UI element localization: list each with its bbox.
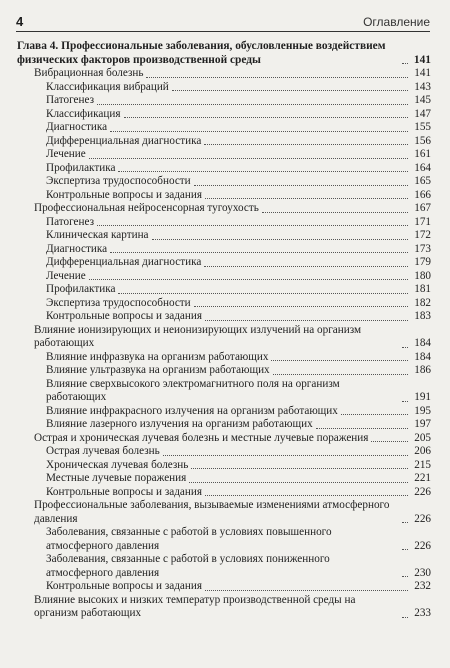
entry-title: Профилактика xyxy=(46,283,116,296)
dot-leader xyxy=(205,320,408,321)
dot-leader xyxy=(271,360,408,361)
entry-title: Диагностика xyxy=(46,121,108,134)
running-title: Оглавление xyxy=(363,15,430,29)
chapter-page: 141 xyxy=(413,53,431,66)
toc-subsection-entry[interactable] xyxy=(17,189,431,203)
page-number: 4 xyxy=(16,14,24,29)
entry-title: Лечение xyxy=(46,269,86,282)
entry-page-number: 186 xyxy=(414,364,431,377)
toc-subsection-entry[interactable] xyxy=(17,445,431,459)
dot-leader xyxy=(110,252,408,253)
toc-subsection-entry[interactable] xyxy=(17,81,431,95)
entry-page-number: 172 xyxy=(414,229,431,242)
entry-page-number: 147 xyxy=(414,107,431,120)
entry-page-number: 184 xyxy=(414,337,431,350)
entry-title: Влияние ультразвука на организм работающих xyxy=(46,364,270,377)
entry-title: Лечение xyxy=(46,148,86,161)
entry-page-number: 226 xyxy=(414,512,431,525)
entry-title: Классификация xyxy=(46,107,121,120)
entry-title: Влияние инфракрасного излучения на организм работающих xyxy=(46,404,338,417)
toc-subsection-entry[interactable] xyxy=(17,256,431,270)
entry-title: Диагностика xyxy=(46,242,108,255)
dot-leader xyxy=(191,468,408,469)
toc-subsection-entry[interactable] xyxy=(17,553,431,580)
entry-title: Хроническая лучевая болезнь xyxy=(46,458,189,471)
entry-page-number: 205 xyxy=(414,431,431,444)
dot-leader xyxy=(205,495,408,496)
entry-title: Заболевания, связанные с работой в условиях повышенного атмосферного давления xyxy=(46,526,332,552)
dot-leader xyxy=(262,212,408,213)
entry-page-number: 197 xyxy=(414,418,431,431)
entry-title: Вибрационная болезнь xyxy=(34,67,144,80)
entry-title: Дифференциальная диагностика xyxy=(46,256,202,269)
toc-subsection-entry[interactable] xyxy=(17,243,431,257)
entry-title: Влияние сверхвысокого электромагнитного поля на организм работающих xyxy=(46,377,340,404)
dot-leader xyxy=(110,131,408,132)
entry-page-number: 183 xyxy=(414,310,431,323)
dot-leader xyxy=(402,576,408,577)
dot-leader xyxy=(118,293,408,294)
entry-page-number: 179 xyxy=(414,256,431,269)
entry-title: Экспертиза трудоспособности xyxy=(46,175,191,188)
toc-subsection-entry[interactable] xyxy=(17,148,431,162)
entry-title: Клиническая картина xyxy=(46,229,149,242)
dot-leader xyxy=(402,549,408,550)
entry-page-number: 156 xyxy=(414,134,431,147)
entry-title: Контрольные вопросы и задания xyxy=(46,310,202,323)
dot-leader xyxy=(118,171,408,172)
entry-page-number: 155 xyxy=(414,121,431,134)
toc-subsection-entry[interactable] xyxy=(17,162,431,176)
dot-leader xyxy=(205,590,408,591)
entry-page-number: 167 xyxy=(414,202,431,215)
dot-leader xyxy=(97,104,408,105)
entry-title: Дифференциальная диагностика xyxy=(46,134,202,147)
entry-page-number: 145 xyxy=(414,94,431,107)
dot-leader xyxy=(194,306,408,307)
toc-subsection-entry[interactable] xyxy=(17,580,431,594)
entry-title: Заболевания, связанные с работой в условиях пониженного атмосферного давления xyxy=(46,553,330,579)
toc-subsection-entry[interactable] xyxy=(17,364,431,378)
entry-page-number: 226 xyxy=(414,485,431,498)
entry-title: Профессиональные заболевания, вызываемые изменениями атмосферного давления xyxy=(34,499,390,525)
toc-subsection-entry[interactable] xyxy=(17,310,431,324)
entry-title: Патогенез xyxy=(46,215,95,228)
entry-title: Влияние лазерного излучения на организм работающих xyxy=(46,418,313,431)
toc-subsection-entry[interactable] xyxy=(17,270,431,284)
entry-page-number: 191 xyxy=(414,391,431,404)
dot-leader xyxy=(89,279,408,280)
entry-page-number: 165 xyxy=(414,175,431,188)
toc-subsection-entry[interactable] xyxy=(17,486,431,500)
toc-subsection-entry[interactable] xyxy=(17,216,431,230)
toc-subsection-entry[interactable] xyxy=(17,418,431,432)
dot-leader xyxy=(341,414,408,415)
entry-title: Классификация вибраций xyxy=(46,80,169,93)
entry-page-number: 182 xyxy=(414,296,431,309)
toc-subsection-entry[interactable] xyxy=(17,526,431,553)
entry-page-number: 143 xyxy=(414,80,431,93)
dot-leader xyxy=(163,455,408,456)
entry-title: Профессиональная нейросенсорная тугоухость xyxy=(34,202,259,215)
toc-subsection-entry[interactable] xyxy=(17,135,431,149)
entry-page-number: 215 xyxy=(414,458,431,471)
page-header xyxy=(16,9,430,29)
dot-leader xyxy=(402,63,408,64)
toc-section-entry[interactable] xyxy=(17,202,431,216)
toc-subsection-entry[interactable] xyxy=(17,378,431,405)
entry-title: Острая и хроническая лучевая болезнь и местные лучевые поражения xyxy=(34,431,369,444)
toc-section-entry[interactable] xyxy=(17,432,431,446)
toc-section-entry[interactable] xyxy=(17,594,431,621)
table-of-contents xyxy=(17,40,431,621)
entry-page-number: 161 xyxy=(414,148,431,161)
toc-subsection-entry[interactable] xyxy=(17,405,431,419)
entry-page-number: 164 xyxy=(414,161,431,174)
entry-page-number: 173 xyxy=(414,242,431,255)
toc-section-entry[interactable] xyxy=(17,499,431,526)
dot-leader xyxy=(146,77,408,78)
entry-title: Экспертиза трудоспособности xyxy=(46,296,191,309)
dot-leader xyxy=(371,441,408,442)
chapter-heading[interactable] xyxy=(17,40,431,67)
dot-leader xyxy=(204,266,408,267)
toc-subsection-entry[interactable] xyxy=(17,175,431,189)
entry-page-number: 221 xyxy=(414,472,431,485)
entry-title: Влияние инфразвука на организм работающих xyxy=(46,350,269,363)
dot-leader xyxy=(124,117,408,118)
chapter-title: Глава 4. Профессиональные заболевания, обусловленные воздействием физических факторов производственной среды xyxy=(17,40,386,66)
dot-leader xyxy=(152,239,408,240)
dot-leader xyxy=(172,90,408,91)
entry-page-number: 195 xyxy=(414,404,431,417)
dot-leader xyxy=(204,144,408,145)
entry-page-number: 226 xyxy=(414,539,431,552)
entry-title: Профилактика xyxy=(46,161,116,174)
dot-leader xyxy=(194,185,408,186)
toc-subsection-entry[interactable] xyxy=(17,459,431,473)
entry-page-number: 181 xyxy=(414,283,431,296)
dot-leader xyxy=(89,158,408,159)
toc-subsection-entry[interactable] xyxy=(17,351,431,365)
entry-page-number: 233 xyxy=(414,607,431,620)
toc-subsection-entry[interactable] xyxy=(17,121,431,135)
entry-title: Влияние высоких и низких температур производственной среды на организм работающих xyxy=(34,593,356,620)
dot-leader xyxy=(189,482,408,483)
toc-section-entry[interactable] xyxy=(17,324,431,351)
toc-subsection-entry[interactable] xyxy=(17,297,431,311)
entry-page-number: 230 xyxy=(414,566,431,579)
entry-page-number: 180 xyxy=(414,269,431,282)
dot-leader xyxy=(273,374,408,375)
entry-title: Острая лучевая болезнь xyxy=(46,445,160,458)
entry-title: Контрольные вопросы и задания xyxy=(46,580,202,593)
toc-section-entry[interactable] xyxy=(17,67,431,81)
entry-page-number: 171 xyxy=(414,215,431,228)
dot-leader xyxy=(97,225,408,226)
dot-leader xyxy=(402,617,408,618)
entry-title: Местные лучевые поражения xyxy=(46,472,187,485)
entry-page-number: 206 xyxy=(414,445,431,458)
entry-title: Контрольные вопросы и задания xyxy=(46,485,202,498)
dot-leader xyxy=(205,198,408,199)
entry-title: Патогенез xyxy=(46,94,95,107)
toc-subsection-entry[interactable] xyxy=(17,472,431,486)
toc-subsection-entry[interactable] xyxy=(17,283,431,297)
dot-leader xyxy=(402,522,408,523)
entry-page-number: 184 xyxy=(414,350,431,363)
toc-subsection-entry[interactable] xyxy=(17,229,431,243)
dot-leader xyxy=(402,401,408,402)
entry-page-number: 141 xyxy=(414,67,431,80)
entry-title: Контрольные вопросы и задания xyxy=(46,188,202,201)
entry-title: Влияние ионизирующих и неионизирующих излучений на организм работающих xyxy=(34,323,362,350)
dot-leader xyxy=(316,428,408,429)
toc-subsection-entry[interactable] xyxy=(17,108,431,122)
entry-page-number: 166 xyxy=(414,188,431,201)
toc-subsection-entry[interactable] xyxy=(17,94,431,108)
header-rule xyxy=(16,31,430,32)
entry-page-number: 232 xyxy=(414,580,431,593)
dot-leader xyxy=(402,347,408,348)
